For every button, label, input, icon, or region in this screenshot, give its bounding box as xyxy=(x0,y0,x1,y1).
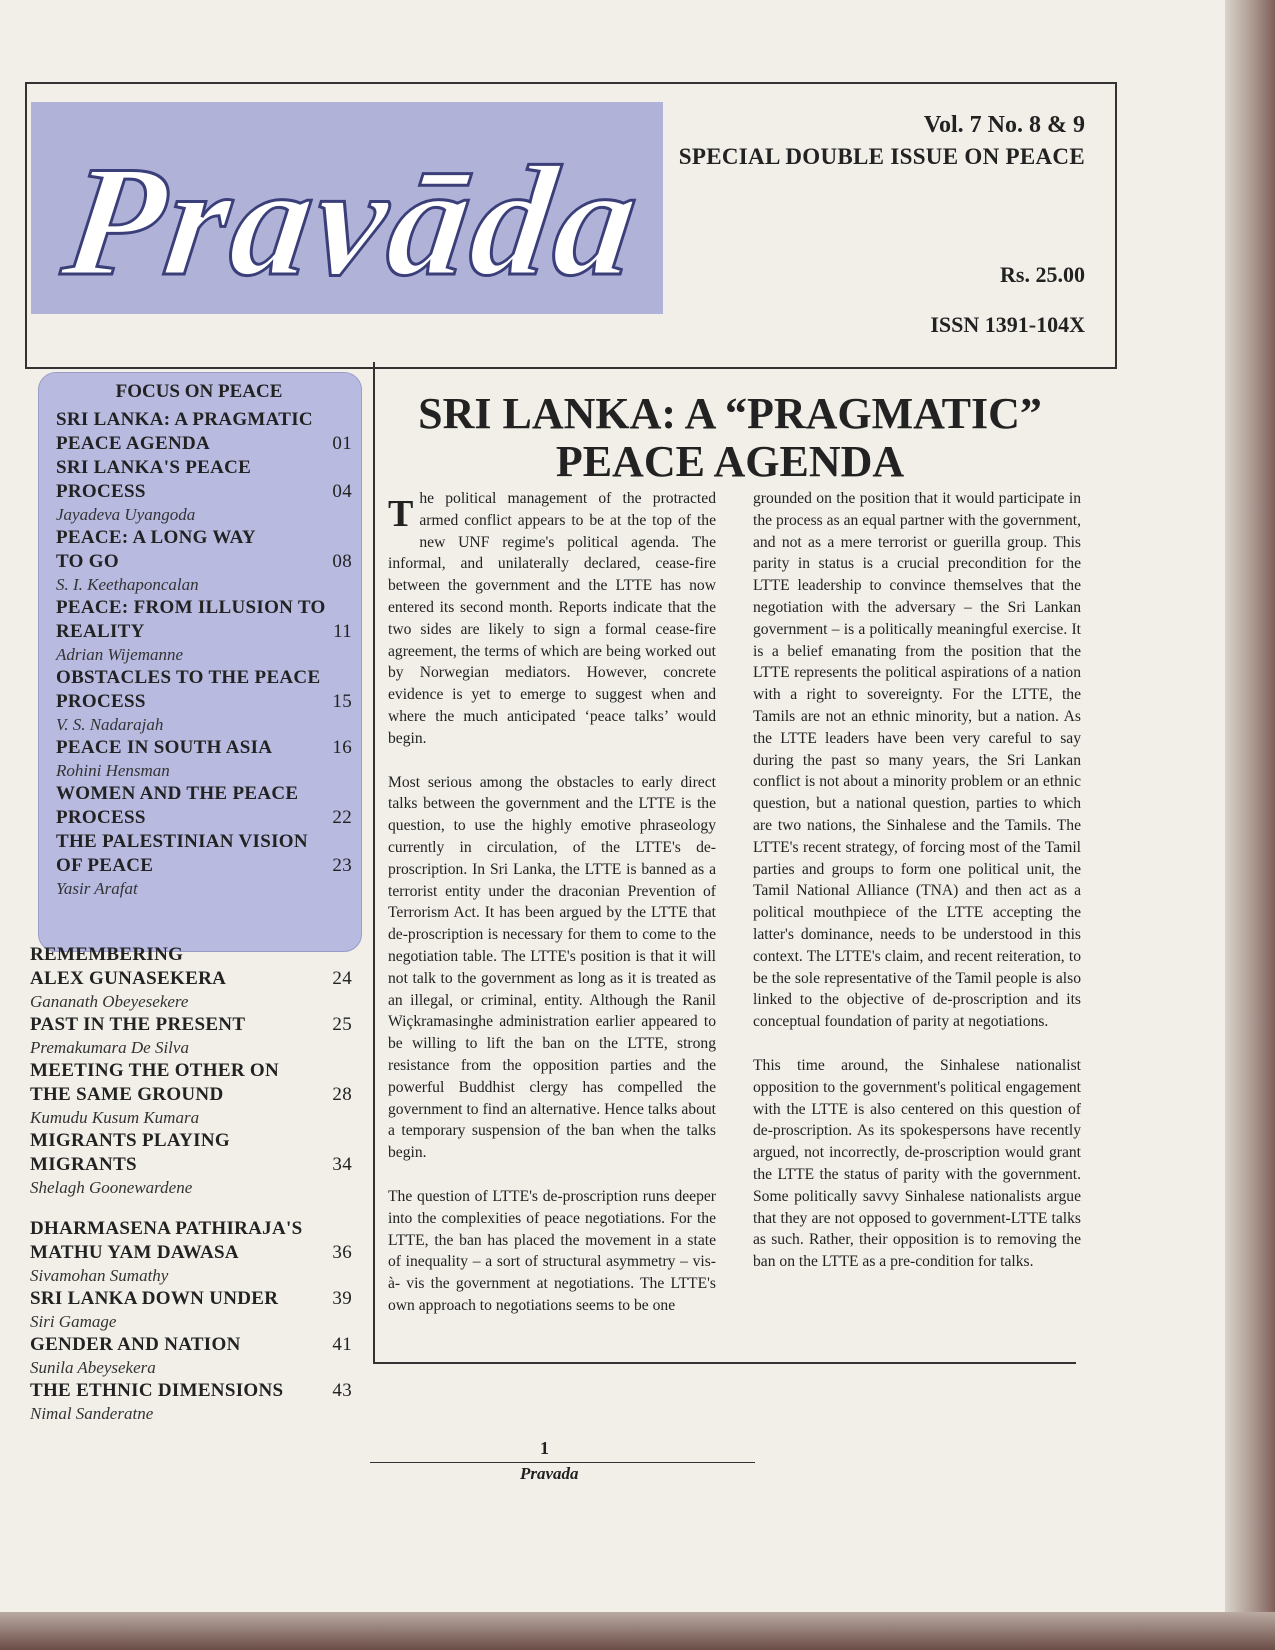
toc-title: REMEMBERING xyxy=(30,944,184,965)
toc-title-line xyxy=(30,1013,352,1037)
headline-line-1: SRI LANKA: A “PRAGMATIC” xyxy=(418,389,1042,438)
toc-author: Sivamohan Sumathy xyxy=(30,1266,169,1285)
article-headline xyxy=(380,390,1080,486)
toc-title-line xyxy=(30,1129,352,1153)
toc-title-line xyxy=(30,1059,352,1083)
toc-page-number: 28 xyxy=(332,1084,352,1105)
footer-rule xyxy=(370,1462,755,1463)
toc-page-number: 39 xyxy=(332,1288,352,1309)
toc-author: Nimal Sanderatne xyxy=(30,1404,154,1423)
page-edge-shadow xyxy=(1225,0,1275,1650)
page-number: 1 xyxy=(540,1438,549,1458)
toc-page-number: 36 xyxy=(332,1242,352,1263)
toc-title: PEACE AGENDA xyxy=(56,433,211,454)
toc-author: S. I. Keethaponcalan xyxy=(56,575,199,594)
toc-title-line xyxy=(56,550,352,574)
toc-entry[interactable] xyxy=(56,830,352,900)
toc-entry[interactable] xyxy=(30,1333,352,1379)
toc-title: MATHU YAM DAWASA xyxy=(30,1242,239,1263)
toc-title-line xyxy=(56,830,352,854)
toc-title-line xyxy=(56,596,352,620)
toc-page-number: 04 xyxy=(332,481,352,502)
toc-author: Adrian Wijemanne xyxy=(56,645,184,664)
toc-author: Gananath Obeyesekere xyxy=(30,992,189,1011)
toc-title: MIGRANTS PLAYING xyxy=(30,1130,230,1151)
toc-title-line xyxy=(30,1083,352,1107)
toc-title: ALEX GUNASEKERA xyxy=(30,968,227,989)
toc-author: Shelagh Goonewardene xyxy=(30,1178,193,1197)
page-bottom-shadow xyxy=(0,1612,1275,1650)
toc-entry[interactable] xyxy=(30,1059,352,1129)
toc-entry[interactable] xyxy=(30,1013,352,1059)
toc-title: OF PEACE xyxy=(56,855,154,876)
toc-entry[interactable] xyxy=(30,1379,352,1425)
toc-title-line xyxy=(30,967,352,991)
toc-title-line xyxy=(56,690,352,714)
toc-author: Kumudu Kusum Kumara xyxy=(30,1108,200,1127)
toc-author: Rohini Hensman xyxy=(56,761,170,780)
toc-entry[interactable] xyxy=(56,408,352,456)
toc-gap xyxy=(30,1199,352,1217)
toc-entry[interactable] xyxy=(56,782,352,830)
volume-number: Vol. 7 No. 8 & 9 xyxy=(923,112,1085,138)
toc-title: THE ETHNIC DIMENSIONS xyxy=(30,1380,284,1401)
toc-title: GENDER AND NATION xyxy=(30,1334,241,1355)
toc-entry[interactable] xyxy=(56,736,352,782)
toc-title-line xyxy=(56,620,352,644)
toc-title-line xyxy=(30,1379,352,1403)
toc-page-number: 41 xyxy=(332,1334,352,1355)
toc-title-line xyxy=(30,1333,352,1357)
price: Rs. 25.00 xyxy=(1000,262,1085,287)
toc-title-line xyxy=(56,432,352,456)
toc-entry[interactable] xyxy=(30,1129,352,1199)
article-column-1 xyxy=(388,488,716,1339)
toc-title: SRI LANKA: A PRAGMATIC xyxy=(56,409,313,430)
toc-page-number: 24 xyxy=(332,968,352,989)
toc-author: V. S. Nadarajah xyxy=(56,715,164,734)
toc-title-line xyxy=(30,1217,352,1241)
toc-title: PEACE: FROM ILLUSION TO xyxy=(56,597,326,618)
toc-title-line xyxy=(56,854,352,878)
content-bottom-rule xyxy=(373,1362,1076,1364)
toc-title: PAST IN THE PRESENT xyxy=(30,1014,246,1035)
toc-title-line xyxy=(56,736,352,760)
paragraph xyxy=(388,488,716,750)
toc-title: PEACE IN SOUTH ASIA xyxy=(56,737,273,758)
toc-entry[interactable] xyxy=(56,526,352,596)
toc-title-line xyxy=(30,1153,352,1177)
masthead-banner xyxy=(31,102,663,314)
toc-page-number: 34 xyxy=(332,1154,352,1175)
drop-cap: T xyxy=(388,493,414,535)
toc-title-line xyxy=(56,480,352,504)
toc-title: DHARMASENA PATHIRAJA'S xyxy=(30,1218,303,1239)
paragraph: This time around, the Sinhalese nationalist opposition to the government's political engagement with the LTTE is also centered on this question of de-proscription. As its spokespersons have recently argued, not incorrectly, de-proscription would grant the LTTE the status of parity with the government. Some politically savvy Sinhalese nationalists argue that they are not opposed to government-LTTE talks as such. Rather, their opposition is to removing the ban on the LTTE as a pre-condition for talks. xyxy=(753,1056,1081,1271)
headline-line-2: PEACE AGENDA xyxy=(555,437,905,486)
footer-publication: Pravada xyxy=(520,1464,579,1483)
toc-entry[interactable] xyxy=(56,666,352,736)
toc-author: Yasir Arafat xyxy=(56,879,138,898)
toc-author: Sunila Abeysekera xyxy=(30,1358,156,1377)
toc-author: Premakumara De Silva xyxy=(30,1038,189,1057)
toc-title-line xyxy=(30,1287,352,1311)
toc-title: PROCESS xyxy=(56,481,146,502)
article-column-2 xyxy=(753,488,1081,1295)
toc-heading: FOCUS ON PEACE xyxy=(115,381,283,402)
toc-page-number: 01 xyxy=(332,433,352,454)
toc-entry[interactable] xyxy=(30,1287,352,1333)
toc-page-number: 11 xyxy=(333,621,352,642)
toc-author: Siri Gamage xyxy=(30,1312,117,1331)
toc-title-line xyxy=(56,782,352,806)
toc-title: SRI LANKA DOWN UNDER xyxy=(30,1288,279,1309)
issn: ISSN 1391-104X xyxy=(930,312,1085,337)
toc-entry[interactable] xyxy=(56,596,352,666)
toc-title-line xyxy=(30,943,352,967)
toc-title: SRI LANKA'S PEACE xyxy=(56,457,252,478)
column-divider xyxy=(373,362,375,1364)
toc-entry[interactable] xyxy=(56,456,352,526)
issue-label: SPECIAL DOUBLE ISSUE ON PEACE xyxy=(678,144,1085,169)
toc-title: WOMEN AND THE PEACE xyxy=(56,783,299,804)
toc-entry[interactable] xyxy=(30,1217,352,1287)
toc-title: PEACE: A LONG WAY xyxy=(56,527,256,548)
toc-other-list xyxy=(30,943,352,1425)
toc-title: PROCESS xyxy=(56,807,146,828)
toc-page-number: 15 xyxy=(332,691,352,712)
header-box xyxy=(25,82,1117,369)
toc-page-number: 16 xyxy=(332,737,352,758)
toc-title-line xyxy=(56,806,352,830)
toc-focus-list xyxy=(56,408,352,900)
publication-logo: Pravāda xyxy=(54,134,652,309)
toc-page-number: 25 xyxy=(332,1014,352,1035)
toc-title: OBSTACLES TO THE PEACE xyxy=(56,667,321,688)
toc-page-number: 23 xyxy=(332,855,352,876)
paragraph: grounded on the position that it would participate in the process as an equal partner with the government, and not as a mere terrorist or guerilla group. This parity in status is a crucial precondition for the LTTE leadership to convince themselves that the negotiation with the adversary – the Sri Lankan government – is a politically meaningful exercise. It is a belief emanating from the position that the LTTE represents the political aspirations of a nation with a right to sovereignty. For the LTTE, the Tamils are not an ethnic minority, but a nation. As the LTTE leaders have been very careful to say during the past so many years, the Sri Lankan conflict is not about a minority problem or an ethnic question, but a national question, parties to which are two nations, the Sinhalese and the Tamils. The LTTE's recent strategy, of forcing most of the Tamil parties and groups to form one political unit, the Tamil National Alliance (TNA) and then act as a political mouthpiece of the LTTE accepting the latter's dominance, needs to be understood in this context. The LTTE's claim, and recent reiteration, to be the sole representative of the Tamil people is also linked to the objective of de-proscription and its conceptual foundation of parity at negotiations. xyxy=(753,490,1081,1031)
toc-title: TO GO xyxy=(56,551,119,572)
toc-title: PROCESS xyxy=(56,691,146,712)
toc-entry[interactable] xyxy=(30,943,352,1013)
toc-title-line xyxy=(56,408,352,432)
paragraph-text: he political management of the protracted armed conflict appears to be at the top of the new UNF regime's political agenda. The informal, and unilaterally declared, cease-fire between the government and the LTTE has now entered its second month. Reports indicate that the two sides are likely to sign a formal cease-fire agreement, the terms of which are being worked out by Norwegian mediators. However, concrete evidence is yet to emerge to suggest when and where the much anticipated ‘peace talks’ would begin. xyxy=(388,490,716,747)
paragraph: The question of LTTE's de-proscription runs deeper into the complexities of peace negotiations. For the LTTE, the ban has placed the movement in a state of inequality – a sort of structural asymmetry – vis-à- vis the government at negotiations. The LTTE's own approach to negotiations seems to be one xyxy=(388,1187,716,1314)
toc-page-number: 22 xyxy=(332,807,352,828)
toc-title: MIGRANTS xyxy=(30,1154,137,1175)
toc-title-line xyxy=(30,1241,352,1265)
toc-title: MEETING THE OTHER ON xyxy=(30,1060,280,1081)
toc-title-line xyxy=(56,666,352,690)
toc-author: Jayadeva Uyangoda xyxy=(56,505,196,524)
paragraph: Most serious among the obstacles to early direct talks between the government and the LTTE is the question, to use the highly emotive phraseology currently in circulation, of the LTTE's de-proscription. In Sri Lanka, the LTTE is banned as a terrorist entity under the draconian Prevention of Terrorism Act. It has been argued by the LTTE that de-proscription is necessary for them to come to the negotiation table. The LTTE's position is that it will not talk to the government as long as it is treated as an illegal, or criminal, entity. Although the Ranil Wiçkramasinghe administration earlier appeared to be willing to lift the ban on the LTTE, strong resistance from the opposition parties and the powerful Buddhist clergy has compelled the government to find an alternative. Hence talks about a temporary suspension of the ban when the talks begin. xyxy=(388,773,716,1162)
toc-page-number: 08 xyxy=(332,551,352,572)
toc-title: REALITY xyxy=(56,621,145,642)
toc-page-number: 43 xyxy=(332,1380,352,1401)
toc-title-line xyxy=(56,456,352,480)
toc-title: THE SAME GROUND xyxy=(30,1084,224,1105)
toc-title: THE PALESTINIAN VISION xyxy=(56,831,308,852)
toc-title-line xyxy=(56,526,352,550)
